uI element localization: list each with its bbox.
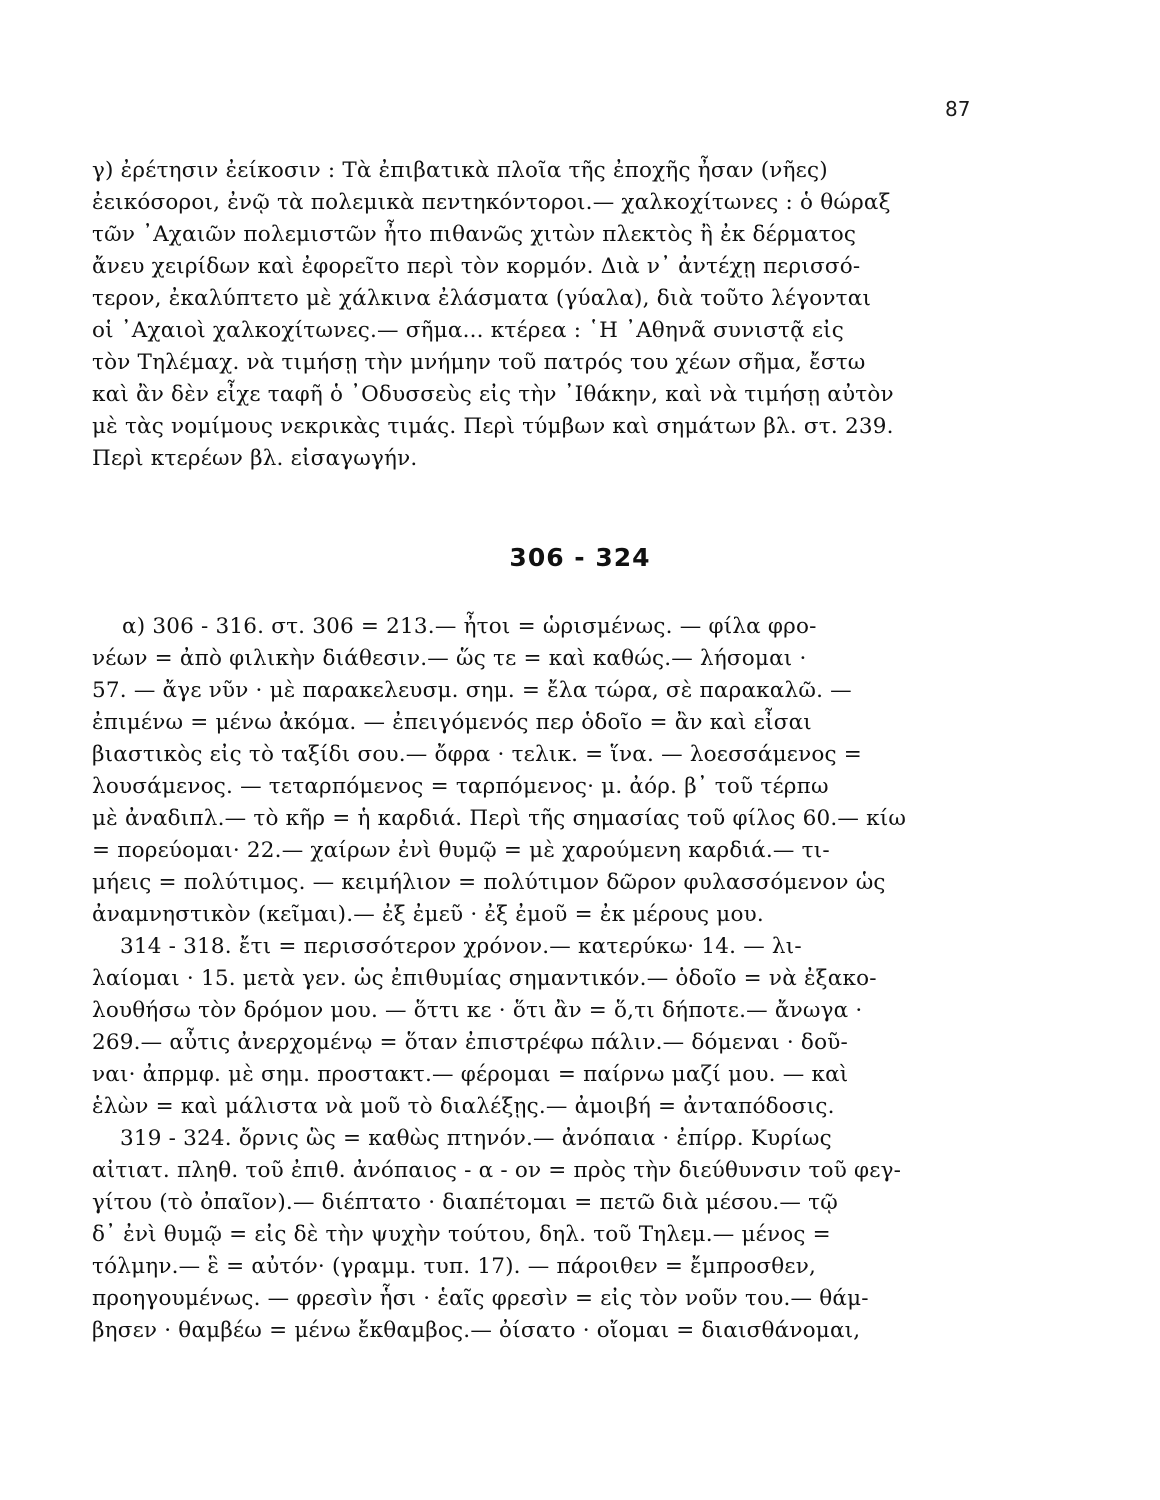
text-line: βησεν · θαμβέω = μένω ἔκθαμβος.— ὀίσατο · οἴομαι = διαισθάνομαι,	[92, 1318, 861, 1343]
text-line: τὸν Τηλέμαχ. νὰ τιμήσῃ τὴν μνήμην τοῦ πατρός του χέων σῆμα, ἔστω	[92, 350, 866, 375]
text-line: ἀναμνηστικὸν (κεῖμαι).— ἐξ ἐμεῦ · ἐξ ἐμοῦ = ἐκ μέρους μου.	[92, 902, 764, 927]
text-line: ἐεικόσοροι, ἐνῷ τὰ πολεμικὰ πεντηκόντοροι.— χαλκοχίτωνες : ὁ θώραξ	[92, 190, 891, 215]
text-line: ναι· ἀπρμφ. μὲ σημ. προστακτ.— φέρομαι = παίρνω μαζί μου. — καὶ	[92, 1062, 849, 1087]
text-line: 314 - 318. ἔτι = περισσότερον χρόνον.— κατερύκω· 14. — λι-	[120, 934, 802, 959]
text-line: μήεις = πολύτιμος. — κειμήλιον = πολύτιμον δῶρον φυλασσόμενον ὡς	[92, 870, 886, 895]
text-line: μὲ ἀναδιπλ.— τὸ κῆρ = ἡ καρδιά. Περὶ τῆς σημασίας τοῦ φίλος 60.— κίω	[92, 806, 907, 831]
text-line: γίτου (τὸ ὀπαῖον).— διέπτατο · διαπέτομαι = πετῶ διὰ μέσου.— τῷ	[92, 1190, 838, 1215]
section-heading: 306 - 324	[509, 543, 651, 572]
text-line: Περὶ κτερέων βλ. εἰσαγωγήν.	[92, 446, 418, 471]
text-line: καὶ ἂν δὲν εἶχε ταφῆ ὁ ᾽Οδυσσεὺς εἰς τὴν ᾽Ιθάκην, καὶ νὰ τιμήσῃ αὐτὸν	[92, 382, 894, 407]
text-line: νέων = ἀπὸ φιλικὴν διάθεσιν.— ὥς τε = καὶ καθώς.— λήσομαι ·	[92, 646, 807, 671]
text-line: ἐπιμένω = μένω ἀκόμα. — ἐπειγόμενός περ ὁδοῖο = ἂν καὶ εἶσαι	[92, 710, 812, 735]
page-number: 87	[945, 97, 971, 121]
text-line: τόλμην.— ἓ = αὐτόν· (γραμμ. τυπ. 17). — πάροιθεν = ἔμπροσθεν,	[92, 1254, 817, 1279]
text-line: οἱ ᾽Αχαιοὶ χαλκοχίτωνες.— σῆμα... κτέρεα : ῾Η ᾽Αθηνᾶ συνιστᾷ εἰς	[92, 318, 845, 343]
commentary-block-1	[92, 155, 987, 475]
text-line: αἰτιατ. πληθ. τοῦ ἐπιθ. ἀνόπαιος - α - ον = πρὸς τὴν διεύθυνσιν τοῦ φεγ-	[92, 1158, 902, 1183]
text-line: γ) ἐρέτησιν ἐείκοσιν : Τὰ ἐπιβατικὰ πλοῖα τῆς ἐποχῆς ἦσαν (νῆες)	[92, 158, 828, 183]
text-line: = πορεύομαι· 22.— χαίρων ἐνὶ θυμῷ = μὲ χαρούμενη καρδιά.— τι-	[92, 838, 830, 863]
text-line: ἄνευ χειρίδων καὶ ἐφορεῖτο περὶ τὸν κορμόν. Διὰ ν᾽ ἀντέχῃ περισσό-	[92, 254, 861, 279]
text-line: λαίομαι · 15. μετὰ γεν. ὡς ἐπιθυμίας σημαντικόν.— ὁδοῖο = νὰ ἐξακο-	[92, 966, 877, 991]
commentary-block-2	[92, 611, 987, 1347]
text-line: προηγουμένως. — φρεσὶν ἧσι · ἑαῖς φρεσὶν = εἰς τὸν νοῦν του.— θάμ-	[92, 1286, 869, 1311]
text-line: μὲ τὰς νομίμους νεκρικὰς τιμάς. Περὶ τύμβων καὶ σημάτων βλ. στ. 239.	[92, 414, 894, 439]
text-line: α) 306 - 316. στ. 306 = 213.— ἦτοι = ὡρισμένως. — φίλα φρο-	[122, 614, 817, 639]
text-line: λουθήσω τὸν δρόμον μου. — ὅττι κε · ὅτι ἂν = ὅ,τι δήποτε.— ἄνωγα ·	[92, 998, 863, 1023]
text-line: τερον, ἐκαλύπτετο μὲ χάλκινα ἐλάσματα (γύαλα), διὰ τοῦτο λέγονται	[92, 286, 872, 311]
text-line: βιαστικὸς εἰς τὸ ταξίδι σου.— ὄφρα · τελικ. = ἵνα. — λοεσσάμενος =	[92, 742, 863, 767]
text-line: 319 - 324. ὄρνις ὣς = καθὼς πτηνόν.— ἀνόπαια · ἐπίρρ. Κυρίως	[120, 1126, 832, 1151]
text-line: λουσάμενος. — τεταρπόμενος = ταρπόμενος· μ. ἀόρ. β᾽ τοῦ τέρπω	[92, 774, 829, 799]
text-line: 57. — ἄγε νῦν · μὲ παρακελευσμ. σημ. = ἔλα τώρα, σὲ παρακαλῶ. —	[92, 678, 852, 703]
text-line: 269.— αὖτις ἀνερχομένῳ = ὅταν ἐπιστρέφω πάλιν.— δόμεναι · δοῦ-	[92, 1030, 848, 1055]
text-line: τῶν ᾽Αχαιῶν πολεμιστῶν ἦτο πιθανῶς χιτὼν πλεκτὸς ἢ ἐκ δέρματος	[92, 222, 857, 247]
text-line: δ᾽ ἐνὶ θυμῷ = εἰς δὲ τὴν ψυχὴν τούτου, δηλ. τοῦ Τηλεμ.— μένος =	[92, 1222, 831, 1247]
text-line: ἑλὼν = καὶ μάλιστα νὰ μοῦ τὸ διαλέξῃς.— ἀμοιβή = ἀνταπόδοσις.	[92, 1094, 835, 1119]
